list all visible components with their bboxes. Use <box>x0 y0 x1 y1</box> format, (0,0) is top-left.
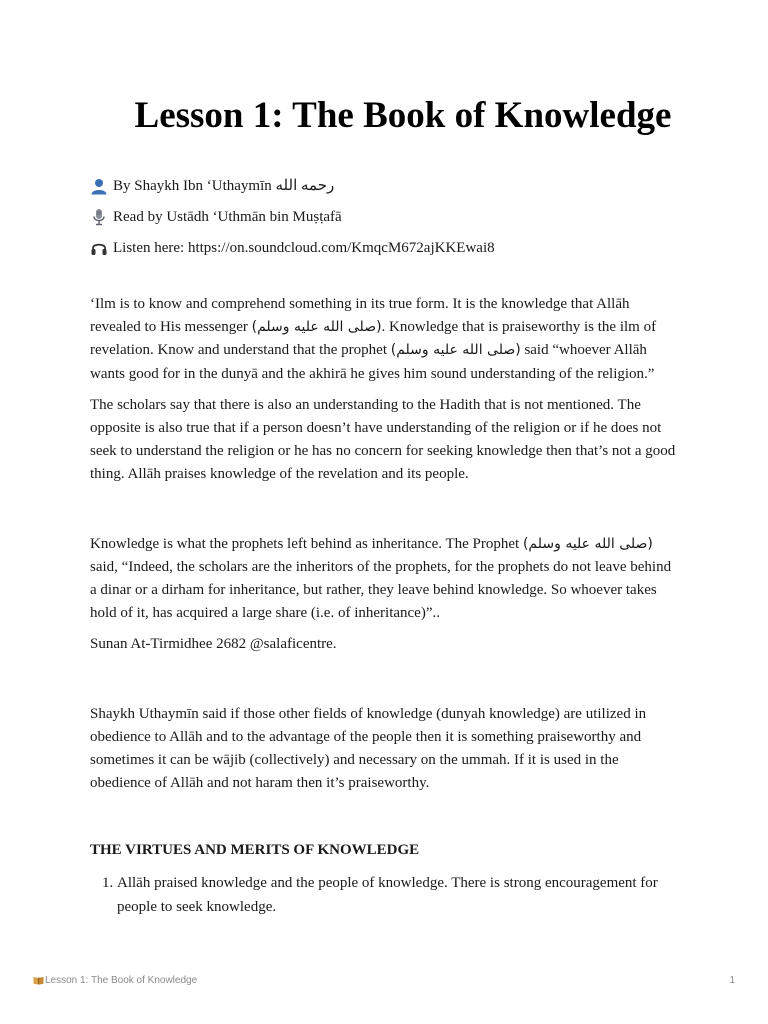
salutation-arabic: (صلى الله عليه وسلم) <box>251 319 382 336</box>
salutation-arabic: (صلى الله عليه وسلم) <box>522 535 653 552</box>
soundcloud-link[interactable]: Listen here: https://on.soundcloud.com/KmqcM672ajKKEwai8 <box>113 239 495 256</box>
citation-tirmidhee: Sunan At-Tirmidhee 2682 @salaficentre. <box>90 636 337 653</box>
virtues-list <box>90 872 680 918</box>
section-heading-virtues: THE VIRTUES AND MERITS OF KNOWLEDGE <box>90 842 420 859</box>
page-number: 1 <box>729 975 735 986</box>
footer-title: Lesson 1: The Book of Knowledge <box>45 975 198 986</box>
headphones-icon <box>90 239 108 257</box>
listen-line <box>90 232 680 263</box>
lesson-meta <box>90 170 680 263</box>
microphone-icon <box>90 208 108 226</box>
page-footer <box>33 975 735 986</box>
paragraph-scholars-understanding: The scholars say that there is also an understanding to the Hadith that is not mentioned. The opposite is also true that if a person doesn’t have understanding of the religion or if he does not seek to understand the religion or he has no concern for seeking knowledge then that’s not a good thing. Allāh praises knowledge of the revelation and its people. <box>90 396 676 483</box>
author-line <box>90 170 680 201</box>
person-icon <box>90 177 108 195</box>
paragraph-worldly-knowledge: Shaykh Uthaymīn said if those other fields of knowledge (dunyah knowledge) are utilized in obedience to Allāh and to the advantage of the people then it is something praiseworthy and sometimes it can be wājib (collectively) and necessary on the ummah. If it is used in the obedience of Allāh and not haram then it’s praiseworthy. <box>90 705 647 792</box>
author-text: By Shaykh Ibn ‘Uthaymīn رحمه الله <box>113 177 335 194</box>
lesson-body <box>90 293 680 919</box>
paragraph-inheritance: Knowledge is what the prophets left behind as inheritance. The Prophet (صلى الله عليه وسلم) said, “Indeed, the scholars are the inheritors of the prophets, for the prophets do not leave behind a dinar or a dirham for inheritance, but rather, they leave behind knowledge. So whoever takes hold of it, has acquired a large share (i.e. of inheritance)”.. <box>90 535 672 622</box>
reader-text: Read by Ustādh ‘Uthmān bin Muṣṭafā <box>113 208 342 225</box>
list-item: 1. Allāh praised knowledge and the people of knowledge. There is strong encouragement for people to seek knowledge. <box>117 872 680 918</box>
paragraph-ilm-definition: ‘Ilm is to know and comprehend something in its true form. It is the knowledge that Allāh revealed to His messenger (صلى الله عليه وسلم). Knowledge that is praiseworthy is the ilm of revelation. Know and understand that the prophet (صلى الله عليه وسلم) said “whoever Allāh wants good for in the dunyā and the akhirā he gives him sound understanding of the religion.” <box>90 296 657 382</box>
salutation-arabic: (صلى الله عليه وسلم) <box>390 342 521 359</box>
book-icon <box>33 976 44 985</box>
reader-line <box>90 201 680 232</box>
page-title: Lesson 1: The Book of Knowledge <box>134 95 672 136</box>
footer-title-group <box>33 975 197 986</box>
